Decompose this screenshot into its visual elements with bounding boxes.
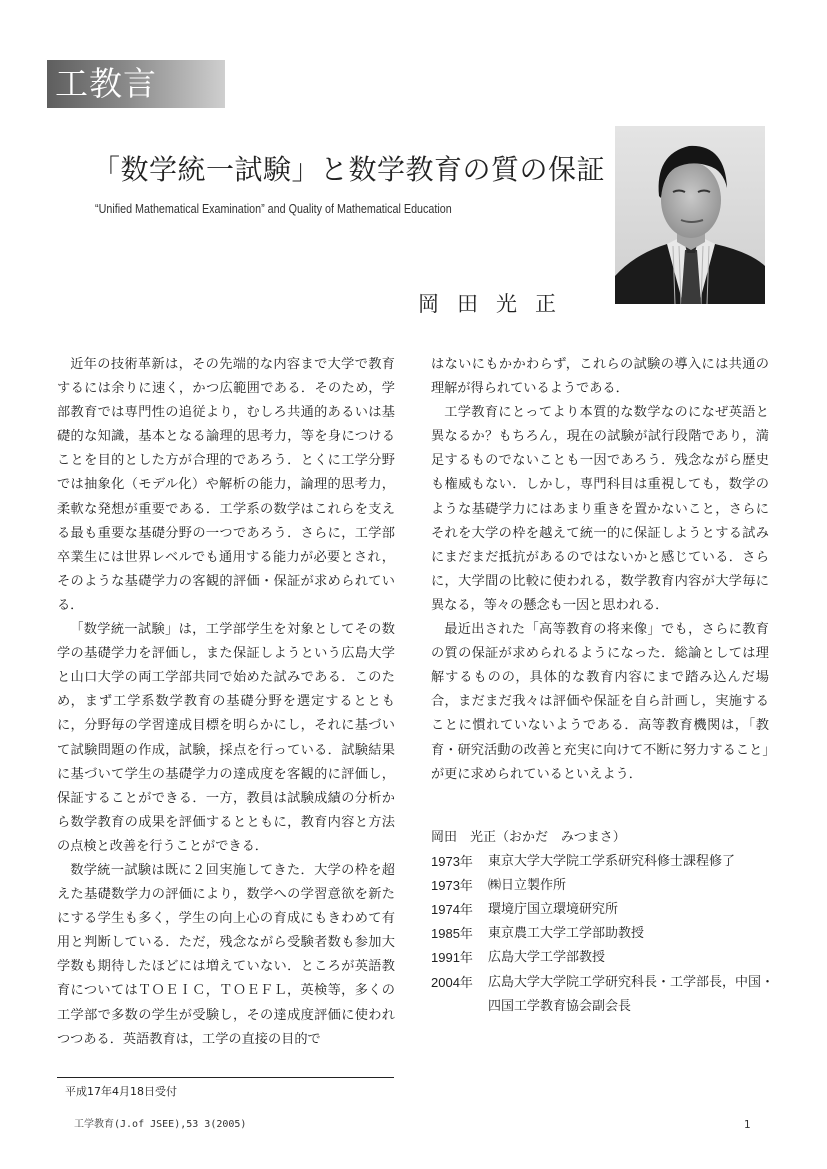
author-photo [615,126,765,304]
bio-year: 1991年 [431,950,473,966]
received-date: 平成17年4月18日受付 [65,1085,177,1098]
body-column-left [57,353,395,1052]
bio-text: 環境庁国立環境研究所 [488,902,619,918]
body-column-right [431,353,769,787]
section-label: 工教言 [55,64,157,103]
bio-text: 東京大学大学院工学系研究科修士課程修了 [488,854,736,870]
footnote-divider [57,1077,394,1078]
paragraph: 「数学統一試験」は，工学部学生を対象としてその数学の基礎学力を評価し，また保証しようという広島大学と山口大学の両工学部共同で始めた試みである．このため，まず工学系数学教育の基礎分野を選定するとともに，分野毎の学習達成目標を明らかにし，それに基づいて試験問題の作成，試験，採点を行っている．試験結果に基づいて学生の基礎学力の達成度を客観的に評価し，保証することができる．一方，教員は試験成績の分析から数学教育の成果を評価するとともに，教育内容と方法の点検と改善を行うことができる． [57,622,395,854]
paragraph: はないにもかかわらず，これらの試験の導入には共通の理解が得られているようである． [431,357,769,397]
paragraph: 近年の技術革新は，その先端的な内容まで大学で教育するには余りに速く，かつ広範囲である．そのため，学部教育では専門性の追従より，むしろ共通的あるいは基礎的な知識，基本となる論理的思考力，等を身につけることを目的とした方が合理的であろう．とくに工学分野では抽象化（モデル化）や解析の能力，論理的思考力，柔軟な発想が重要である．工学系の数学はこれらを支える最も重要な基礎分野の一つであろう．さらに，工学部卒業生には世界レベルでも通用する能力が必要とされ，そのような基礎学力の客観的評価・保証が求められている． [57,357,395,613]
bio-entry [431,850,776,874]
bio-entry [431,898,776,922]
author-biography [431,826,776,1019]
page-number: 1 [744,1119,751,1131]
bio-entry [431,971,776,1019]
article-title: 「数学統一試験」と数学教育の質の保証 [92,153,606,186]
paragraph: 数学統一試験は既に２回実施してきた．大学の枠を超えた基礎数学力の評価により，数学への学習意欲を新たにする学生も多く，学生の向上心の育成にもきわめて有用と判断している．ただ，残念ながら受験者数も参加大学数も期待したほどには増えていない．ところが英語教育についてはＴＯＥＩＣ，ＴＯＥＦＬ，英検等，多くの工学部で多数の学生が受験し，その達成度評価に使われつつある．英語教育は，工学の直接の目的で [57,862,395,1047]
bio-year: 1974年 [431,902,473,918]
article-title-english: “Unified Mathematical Examination” and Quality of Mathematical Education [95,202,452,216]
bio-name: 岡田 光正（おかだ みつまさ） [431,830,626,845]
portrait-image [615,126,765,304]
journal-citation: 工学教育(J.of JSEE),53 3(2005) [74,1119,247,1130]
bio-year: 1973年 [431,854,473,870]
bio-year: 1985年 [431,926,473,942]
paragraph: 最近出された「高等教育の将来像」でも，さらに教育の質の保証が求められるようになった．総論としては理解するものの，具体的な教育内容にまで踏み込んだ場合，まだまだ我々は評価や保証を自ら計画し，実施することに慣れていないようである．高等教育機関は，「教育・研究活動の改善と充実に向けて不断に努力すること」が更に求められているといえよう． [431,622,769,782]
bio-entry [431,922,776,946]
bio-text: 東京農工大学工学部助教授 [488,926,645,942]
bio-entry [431,874,776,898]
bio-entry [431,946,776,970]
author-name: 岡田光正 [418,292,574,316]
section-banner [47,60,225,108]
bio-year: 1973年 [431,878,473,894]
bio-text: ㈱日立製作所 [488,878,567,894]
bio-text: 広島大学大学院工学研究科長・工学部長，中国・四国工学教育協会副会長 [488,974,775,1014]
paragraph: 工学教育にとってより本質的な数学なのになぜ英語と異なるか？もちろん，現在の試験が試行段階であり，満足するものでないことも一因であろう．残念ながら歴史も権威もない．しかし，専門科目は重視しても，数学のような基礎学力にはあまり重きを置かないこと，さらにそれを大学の枠を越えて統一的に保証しようとする試みにまだまだ抵抗があるのではないかと感じている．さらに，大学間の比較に使われる，数学教育内容が大学毎に異なる，等々の懸念も一因と思われる． [431,405,769,613]
bio-text: 広島大学工学部教授 [488,950,606,966]
bio-year: 2004年 [431,974,473,990]
